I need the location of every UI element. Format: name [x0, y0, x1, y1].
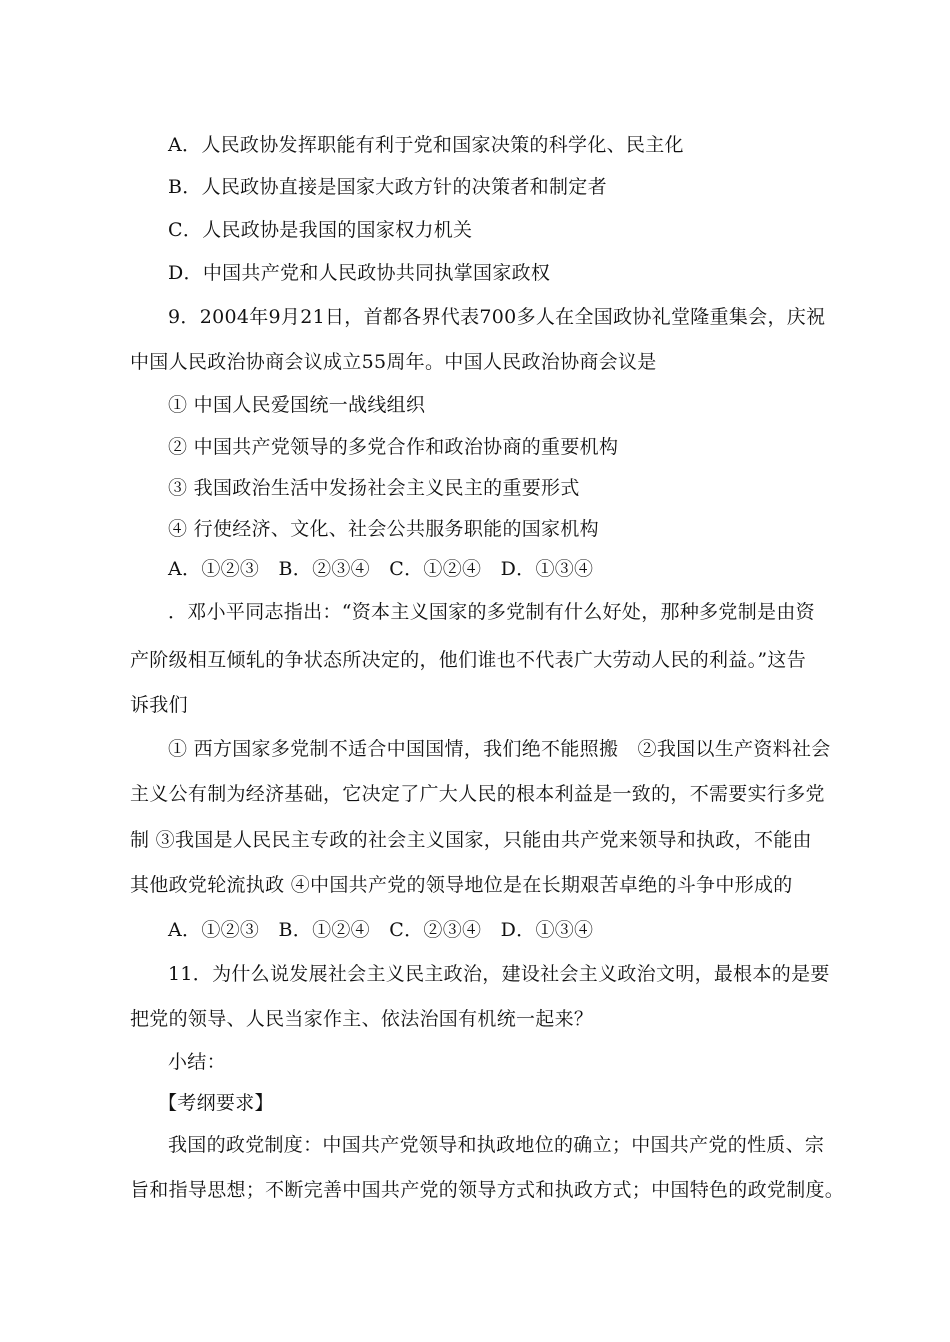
q10-stem-line-3: 诉我们	[130, 694, 188, 716]
q8-option-b: B．人民政协直接是国家大政方针的决策者和制定者	[168, 176, 607, 198]
q10-answer-options: A．①②③ B．①②④ C．②③④ D．①③④	[168, 919, 594, 941]
q10-stem-line-1: ．邓小平同志指出：“资本主义国家的多党制有什么好处，那种多党制是由资	[168, 601, 815, 623]
syllabus-line-2: 旨和指导思想；不断完善中国共产党的领导方式和执政方式；中国特色的政党制度。	[130, 1179, 845, 1201]
q9-item-3: ③ 我国政治生活中发扬社会主义民主的重要形式	[168, 477, 580, 499]
syllabus-heading: 【考纲要求】	[158, 1092, 274, 1114]
syllabus-line-1: 我国的政党制度：中国共产党领导和执政地位的确立；中国共产党的性质、宗	[168, 1134, 825, 1156]
q10-stem-line-2: 产阶级相互倾轧的争状态所决定的，他们谁也不代表广大劳动人民的利益。”这告	[130, 649, 807, 671]
q10-items-line-1: ① 西方国家多党制不适合中国国情，我们绝不能照搬 ②我国以生产资料社会	[168, 738, 831, 760]
q9-stem-line-2: 中国人民政治协商会议成立55周年。中国人民政治协商会议是	[130, 351, 657, 373]
q10-items-line-3: 制 ③我国是人民民主专政的社会主义国家，只能由共产党来领导和执政，不能由	[130, 829, 812, 851]
q9-item-4: ④ 行使经济、文化、社会公共服务职能的国家机构	[168, 518, 599, 540]
q8-option-a: A．人民政协发挥职能有利于党和国家决策的科学化、民主化	[168, 134, 684, 156]
q8-option-c: C．人民政协是我国的国家权力机关	[168, 219, 473, 241]
q9-item-1: ① 中国人民爱国统一战线组织	[168, 394, 426, 416]
q9-stem-line-1: 9．2004年9月21日，首都各界代表700多人在全国政协礼堂隆重集会，庆祝	[168, 306, 826, 328]
q9-answer-options: A．①②③ B．②③④ C．①②④ D．①③④	[168, 558, 594, 580]
q10-items-line-2: 主义公有制为经济基础，它决定了广大人民的根本利益是一致的，不需要实行多党	[130, 783, 825, 805]
q8-option-d: D．中国共产党和人民政协共同执掌国家政权	[168, 262, 551, 284]
q9-item-2: ② 中国共产党领导的多党合作和政治协商的重要机构	[168, 436, 619, 458]
q11-stem-line-2: 把党的领导、人民当家作主、依法治国有机统一起来？	[130, 1008, 594, 1030]
summary-label: 小结：	[168, 1051, 226, 1073]
q10-items-line-4: 其他政党轮流执政 ④中国共产党的领导地位是在长期艰苦卓绝的斗争中形成的	[130, 874, 793, 896]
q11-stem-line-1: 11．为什么说发展社会主义民主政治，建设社会主义政治文明，最根本的是要	[168, 963, 830, 985]
